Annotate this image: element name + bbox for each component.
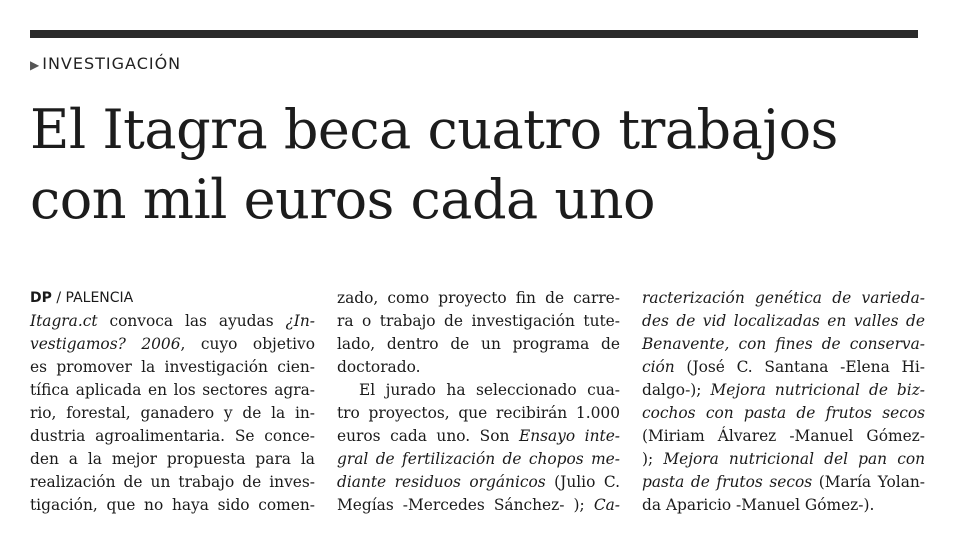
- byline-agency: DP: [30, 290, 52, 306]
- text-line: diante residuos orgánicos (Julio C.: [337, 473, 620, 491]
- article-column-3: [642, 287, 925, 517]
- byline-location: PALENCIA: [65, 290, 134, 306]
- byline: [30, 287, 315, 310]
- text-line: es promover la investigación cien-: [30, 358, 315, 376]
- text-line: den a la mejor propuesta para la: [30, 450, 315, 468]
- text-line: racterización genética de varieda-: [642, 289, 925, 307]
- text-line: dalgo-); Mejora nutricional de biz-: [642, 381, 925, 399]
- text-line: zado, como proyecto fin de carre-: [337, 289, 620, 307]
- text-line: Megías -Mercedes Sánchez- ); Ca-: [337, 496, 620, 514]
- text-line: El jurado ha seleccionado cua-: [359, 381, 620, 399]
- section-label-text: INVESTIGACIÓN: [42, 54, 182, 73]
- text-line: lado, dentro de un programa de: [337, 335, 620, 353]
- text-line: tífica aplicada en los sectores agra-: [30, 381, 315, 399]
- text-line: (Miriam Álvarez -Manuel Gómez-: [642, 427, 925, 445]
- byline-separator: /: [51, 290, 66, 306]
- article-column-1: [30, 287, 315, 517]
- text-line: tro proyectos, que recibirán 1.000: [337, 404, 620, 422]
- text-line: pasta de frutos secos (María Yolan-: [642, 473, 925, 491]
- top-rule: [30, 30, 918, 38]
- text-line: da Aparicio -Manuel Gómez-).: [642, 496, 875, 514]
- headline: [30, 95, 930, 235]
- section-arrow-icon: ▶: [30, 58, 41, 72]
- headline-line: El Itagra beca cuatro trabajos: [30, 98, 838, 161]
- text-line: des de vid localizadas en valles de: [642, 312, 925, 330]
- text-line: dustria agroalimentaria. Se conce-: [30, 427, 315, 445]
- text-line: ción (José C. Santana -Elena Hi-: [642, 358, 925, 376]
- text-line: Benavente, con fines de conserva-: [642, 335, 925, 353]
- text-line: tigación, que no haya sido comen-: [30, 496, 315, 514]
- text-line: vestigamos? 2006, cuyo objetivo: [30, 335, 315, 353]
- text-line: gral de fertilización de chopos me-: [337, 450, 620, 468]
- text-line: ra o trabajo de investigación tute-: [337, 312, 620, 330]
- text-line: cochos con pasta de frutos secos: [642, 404, 925, 422]
- text-line: Itagra.ct convoca las ayudas ¿In-: [30, 312, 315, 330]
- text-line: euros cada uno. Son Ensayo inte-: [337, 427, 620, 445]
- text-line: rio, forestal, ganadero y de la in-: [30, 404, 315, 422]
- section-label: [30, 54, 181, 73]
- text-line: realización de un trabajo de inves-: [30, 473, 315, 491]
- headline-line: con mil euros cada uno: [30, 168, 655, 231]
- article-column-2: [337, 287, 620, 517]
- text-line: ); Mejora nutricional del pan con: [642, 450, 925, 468]
- text-line: doctorado.: [337, 358, 421, 376]
